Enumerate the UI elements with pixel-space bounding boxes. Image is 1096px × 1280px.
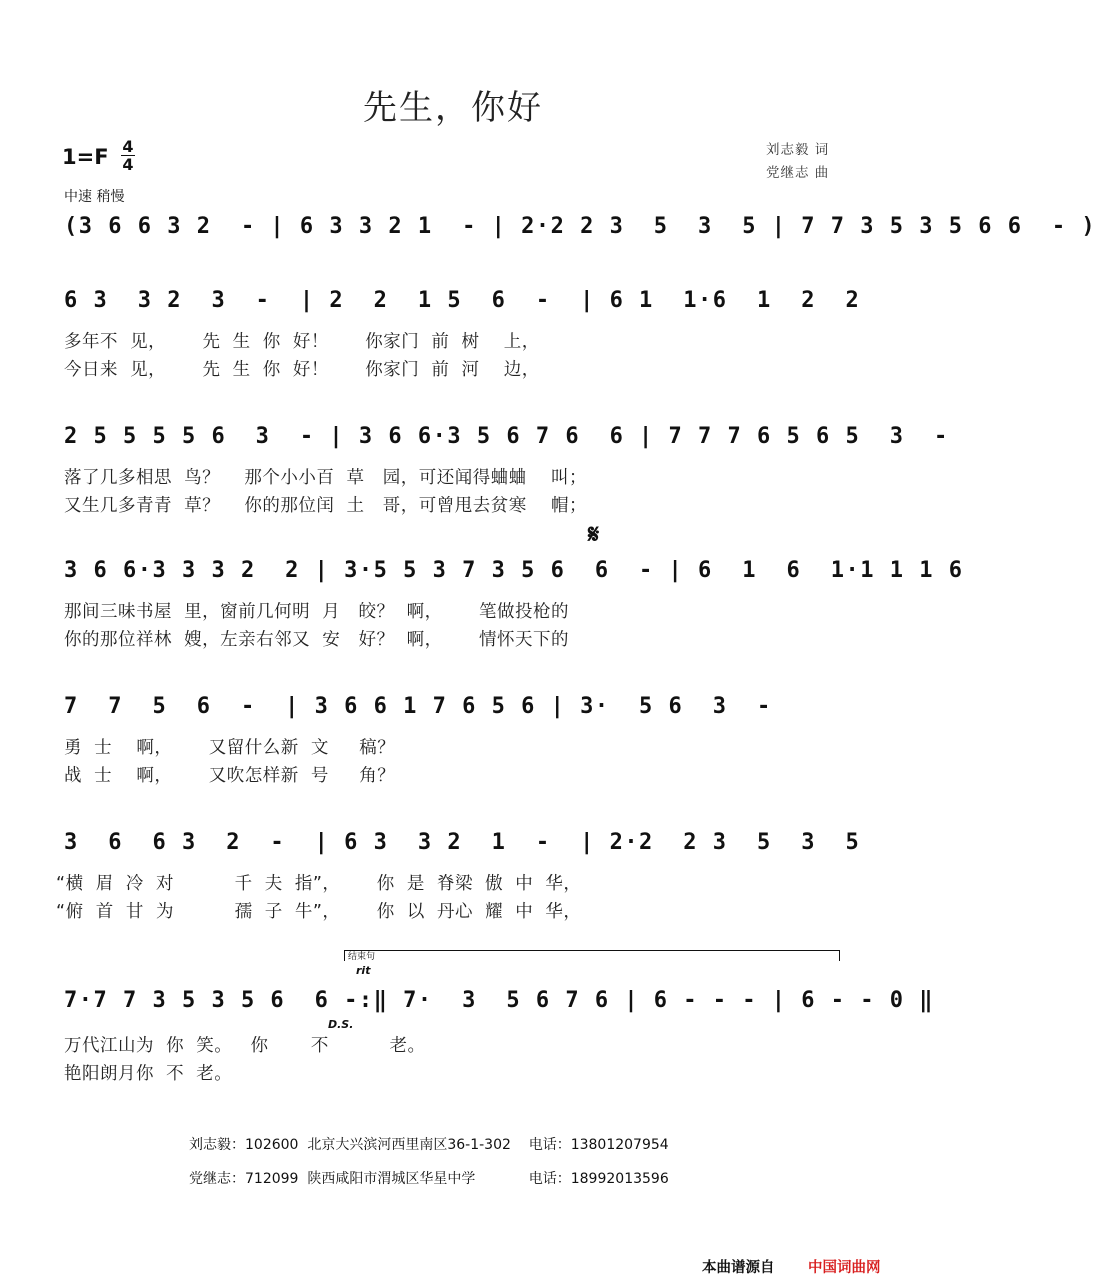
intro-notes: (3 6 6 3 2 - | 6 3 3 2 1 - | 2·2 2 3 5 3 5 | 7 7 3 5 3 5 6 6 - ) [64, 214, 1096, 239]
system-5-lyric-verse-2: “俯 首 甘 为 孺 子 牛”， 你 以 丹心 耀 中 华， [56, 902, 582, 922]
source-label: 本曲谱源自 [702, 1260, 775, 1276]
system-5-notes: 3 6 6 3 2 - | 6 3 3 2 1 - | 2·2 2 3 5 3 5 [64, 830, 861, 855]
source-site-link[interactable]: 中国词曲网 [808, 1260, 881, 1276]
ds-marking: D.S. [328, 1018, 354, 1031]
time-denominator: 4 [122, 155, 134, 174]
system-1-lyric-verse-2: 今日来 见， 先 生 你 好！ 你家门 前 河 边， [64, 360, 540, 380]
system-3-lyric-verse-1: 那间三味书屋 里，窗前几何明 月 皎？ 啊， 笔做投枪的 [64, 602, 569, 622]
system-2-lyric-verse-2: 又生几多青青 草？ 你的那位闰 土 哥，可曾甩去贫寒 帽； [64, 496, 587, 516]
system-3-lyric-verse-2: 你的那位祥林 嫂，左亲右邻又 安 好？ 啊， 情怀天下的 [64, 630, 569, 650]
system-2-notes: 2 5 5 5 5 6 3 - | 3 6 6·3 5 6 7 6 6 | 7 7 7 6 5 6 5 3 - [64, 424, 949, 449]
system-6-lyric-verse-1: 万代江山为 你 笑。 你 不 老。 [64, 1036, 426, 1056]
system-2-lyric-verse-1: 落了几多相思 鸟？ 那个小小百 草 园，可还闻得蛐蛐 叫； [64, 468, 587, 488]
contact-lyricist: 刘志毅：102600 北京大兴滨河西里南区36-1-302 电话：13801207954 [189, 1137, 669, 1153]
system-4-lyric-verse-2: 战 士 啊， 又吹怎样新 号 角？ [64, 766, 396, 786]
song-title: 先生，你好 [363, 88, 543, 128]
system-3-notes: 3 6 6·3 3 3 2 2 | 3·5 5 3 7 3 5 6 6 - | 6 1 6 1·1 1 1 6 [64, 558, 964, 583]
system-5-lyric-verse-1: “横 眉 冷 对 千 夫 指”， 你 是 脊梁 傲 中 华， [56, 874, 582, 894]
system-4-notes: 7 7 5 6 - | 3 6 6 1 7 6 5 6 | 3· 5 6 3 - [64, 694, 772, 719]
system-6-notes: 7·7 7 3 5 3 5 6 6 -:‖ 7· 3 5 6 7 6 | 6 - - - | 6 - - 0 ‖ [64, 988, 934, 1013]
tempo-marking: 中速 稍慢 [64, 189, 125, 205]
composer-credit: 党继志 曲 [766, 165, 830, 181]
time-signature [120, 138, 136, 173]
system-4-lyric-verse-1: 勇 士 啊， 又留什么新 文 稿？ [64, 738, 396, 758]
rit-marking: rit [356, 964, 371, 977]
ending-label: 结束句 [348, 952, 376, 962]
ending-bracket [344, 950, 840, 961]
system-1-lyric-verse-1: 多年不 见， 先 生 你 好！ 你家门 前 树 上， [64, 332, 540, 352]
segno-sign: 𝄋 [588, 520, 600, 550]
time-numerator: 4 [122, 137, 134, 156]
system-6-lyric-verse-2: 艳阳朗月你 不 老。 [64, 1064, 233, 1084]
contact-composer: 党继志：712099 陕西咸阳市渭城区华星中学 电话：18992013596 [189, 1171, 669, 1187]
key-signature: 1=F [62, 145, 109, 169]
lyricist-credit: 刘志毅 词 [766, 142, 830, 158]
system-1-notes: 6 3 3 2 3 - | 2 2 1 5 6 - | 6 1 1·6 1 2 2 [64, 288, 861, 313]
